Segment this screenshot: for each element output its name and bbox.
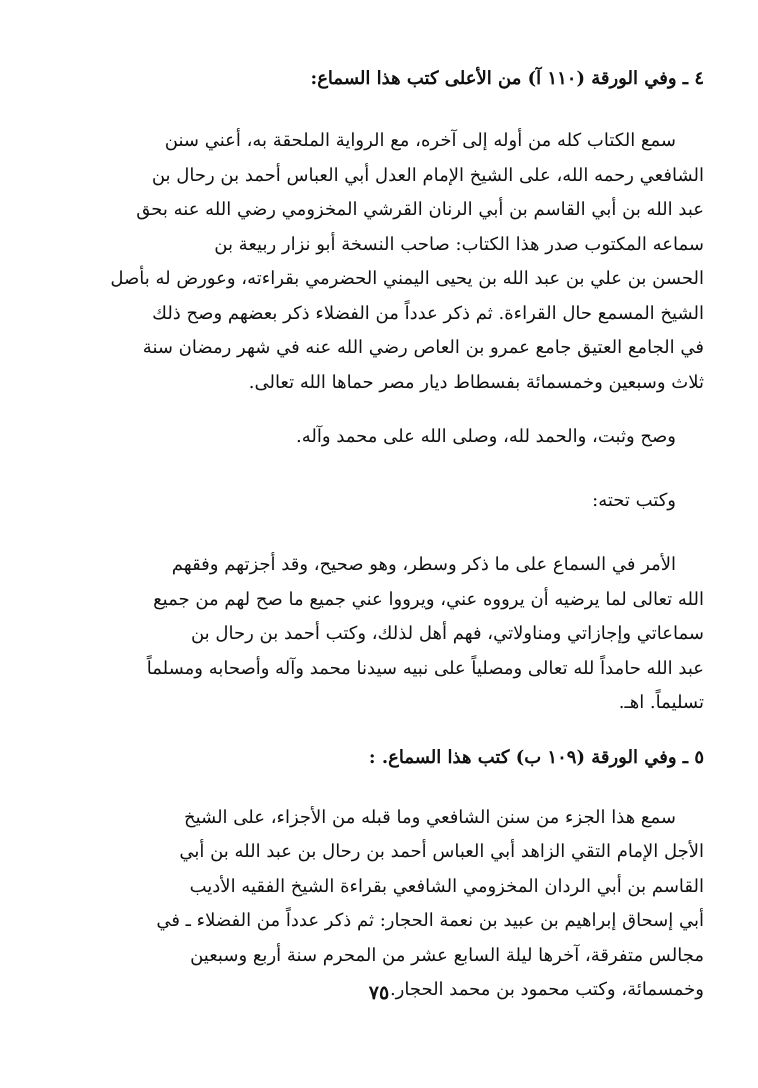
page-body — [58, 62, 704, 1008]
paragraph-line: وخمسمائة، وكتب محمود بن محمد الحجار. — [389, 979, 704, 1000]
confirmation-line: وصح وثبت، والحمد لله، وصلى الله على محمد وآله. — [296, 426, 676, 447]
paragraph-line: أبي إسحاق إبراهيم بن عبيد بن نعمة الحجار: ثم ذكر عدداً من الفضلاء ـ في — [156, 910, 704, 931]
written-below-line: وكتب تحته: — [592, 490, 676, 511]
paragraph-line: عبد الله بن أبي القاسم بن أبي الرنان القرشي المخزومي رضي الله عنه بحق — [136, 199, 704, 220]
paragraph-line: في الجامع العتيق جامع عمرو بن العاص رضي الله عنه في شهر رمضان سنة — [142, 337, 704, 358]
paragraph-line: الشافعي رحمه الله، على الشيخ الإمام العدل أبي العباس أحمد بن رحال بن — [151, 164, 704, 186]
page-number: ٧٥ — [368, 982, 390, 1004]
paragraph-line: الحسن بن علي بن عبد الله بن يحيى اليمني الحضرمي بقراءته، وعورض له بأصل — [110, 268, 704, 289]
permission-paragraph — [58, 548, 704, 721]
section-4-heading: ٤ ـ وفي الورقة (١١٠ آ) من الأعلى كتب هذا السماع: — [310, 68, 704, 89]
paragraph-line: الأمر في السماع على ما ذكر وسطر، وهو صحيح، وقد أجزتهم وفقهم — [171, 554, 676, 575]
section-5-paragraph — [58, 801, 704, 1008]
paragraph-line: مجالس متفرقة، آخرها ليلة السابع عشر من المحرم سنة أربع وسبعين — [190, 944, 704, 966]
paragraph-line: تسليماً. اهـ. — [618, 692, 704, 713]
paragraph-line: ثلاث وسبعين وخمسمائة بفسطاط ديار مصر حماها الله تعالى. — [248, 371, 704, 393]
paragraph-line: سمع الكتاب كله من أوله إلى آخره، مع الرواية الملحقة به، أعني سنن — [164, 130, 676, 151]
paragraph-line: القاسم بن أبي الردان المخزومي الشافعي بقراءة الشيخ الفقيه الأديب — [189, 875, 704, 897]
paragraph-line: سماعه المكتوب صدر هذا الكتاب: صاحب النسخة أبو نزار ربيعة بن — [214, 233, 704, 255]
paragraph-line: الشيخ المسمع حال القراءة. ثم ذكر عدداً من الفضلاء ذكر بعضهم وصح ذلك — [152, 302, 704, 324]
paragraph-line: سمع هذا الجزء من سنن الشافعي وما قبله من الأجزاء، على الشيخ — [183, 806, 676, 828]
section-5-heading: ٥ ـ وفي الورقة (١٠٩ ب) كتب هذا السماع. : — [368, 746, 704, 768]
paragraph-line: الله تعالى لما يرضيه أن يرووه عني، ويرووا عني جميع ما صح لهم من جميع — [153, 588, 704, 610]
paragraph-line: عبد الله حامداً لله تعالى ومصلياً على نبيه سيدنا محمد وآله وأصحابه ومسلماً — [146, 657, 704, 679]
paragraph-line: سماعاتي وإجازاتي ومناولاتي، فهم أهل لذلك، وكتب أحمد بن رحال بن — [190, 623, 704, 644]
section-4-paragraph — [58, 124, 704, 400]
paragraph-line: الأجل الإمام التقي الزاهد أبي العباس أحمد بن رحال بن عبد الله بن أبي — [179, 841, 704, 862]
